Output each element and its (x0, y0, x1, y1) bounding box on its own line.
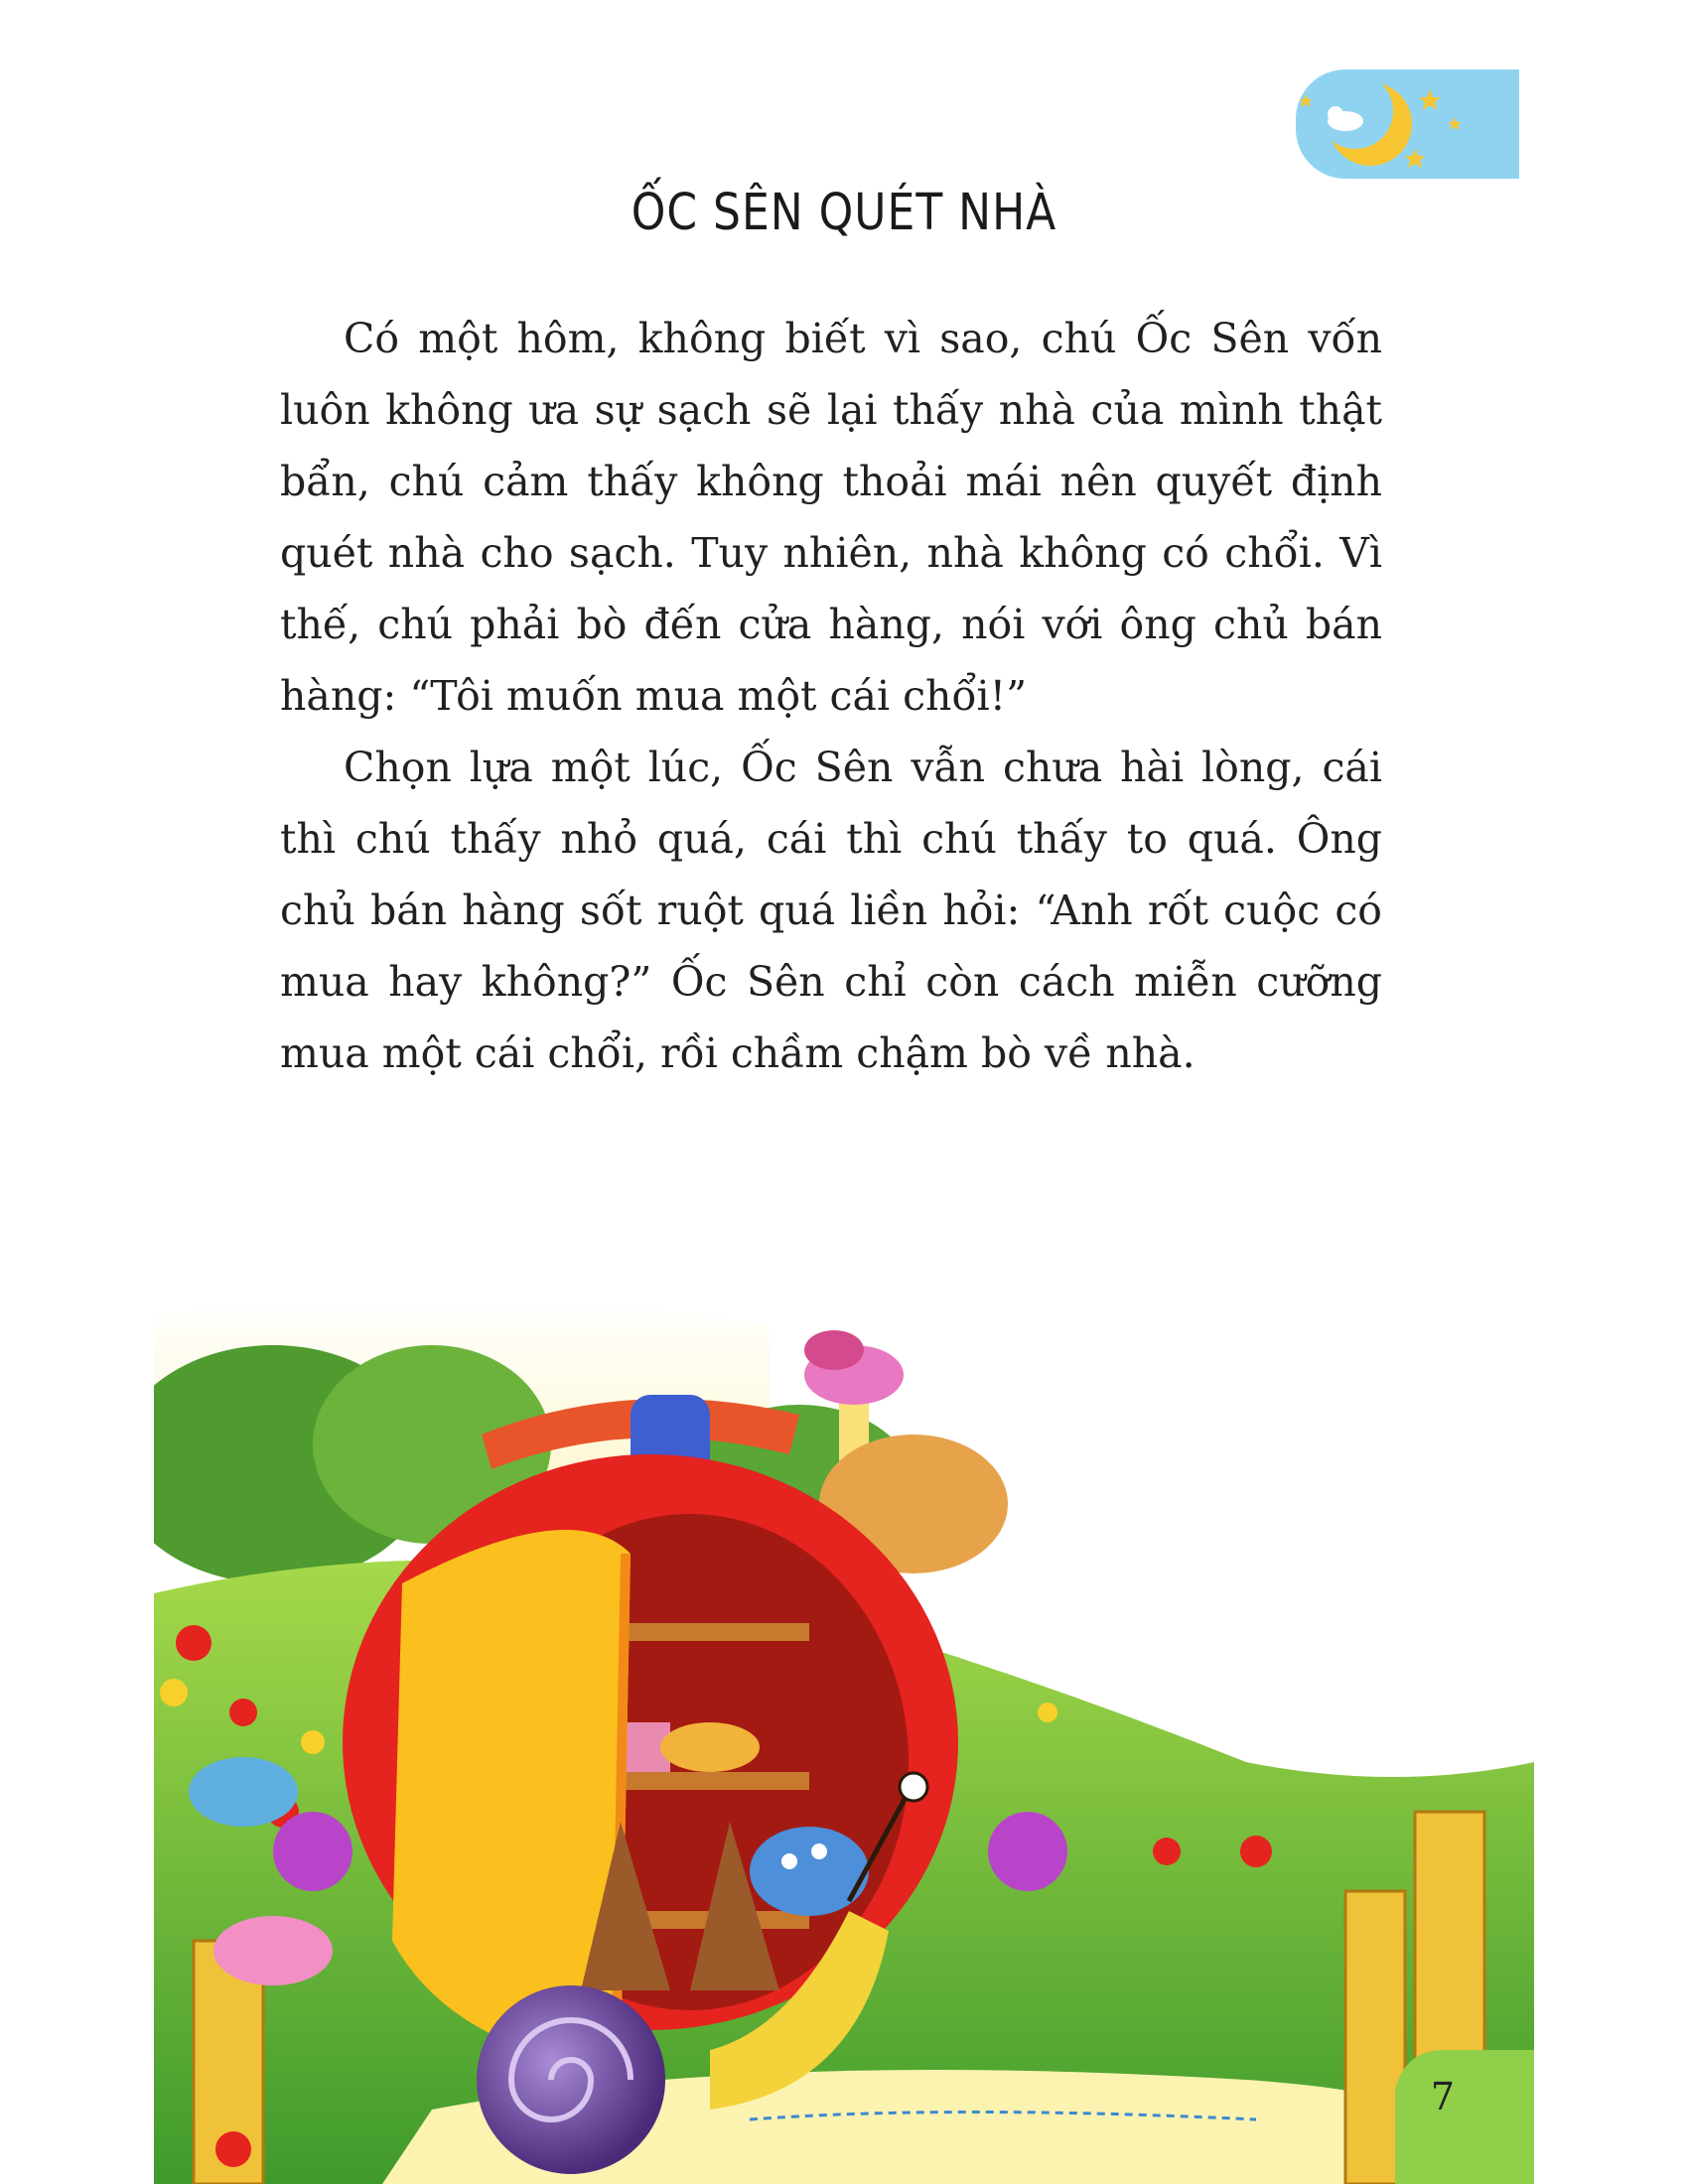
paragraph-1: Có một hôm, không biết vì sao, chú Ốc Sên vốn luôn không ưa sự sạch sẽ lại thấy nhà của mình thật bẩn, chú cảm thấy không thoải mái nên quyết định quét nhà cho sạch. Tuy nhiên, nhà không có chổi. Vì thế, chú phải bò đến cửa hàng, nói với ông chủ bán hàng: “Tôi muốn mua một cái chổi!” (280, 315, 1382, 720)
moon-icon (1276, 69, 1519, 184)
story-body (280, 303, 1382, 1089)
snail-house-illustration (154, 1296, 1534, 2184)
page-title: ỐC SÊN QUÉT NHÀ (631, 184, 1057, 243)
paragraph-2: Chọn lựa một lúc, Ốc Sên vẫn chưa hài lòng, cái thì chú thấy nhỏ quá, cái thì chú thấy to quá. Ông chủ bán hàng sốt ruột quá liền hỏi: “Anh rốt cuộc có mua hay không?” Ốc Sên chỉ còn cách miễn cưỡng mua một cái chổi, rồi chầm chậm bò về nhà. (280, 744, 1382, 1077)
page-number: 7 (1430, 2075, 1455, 2118)
